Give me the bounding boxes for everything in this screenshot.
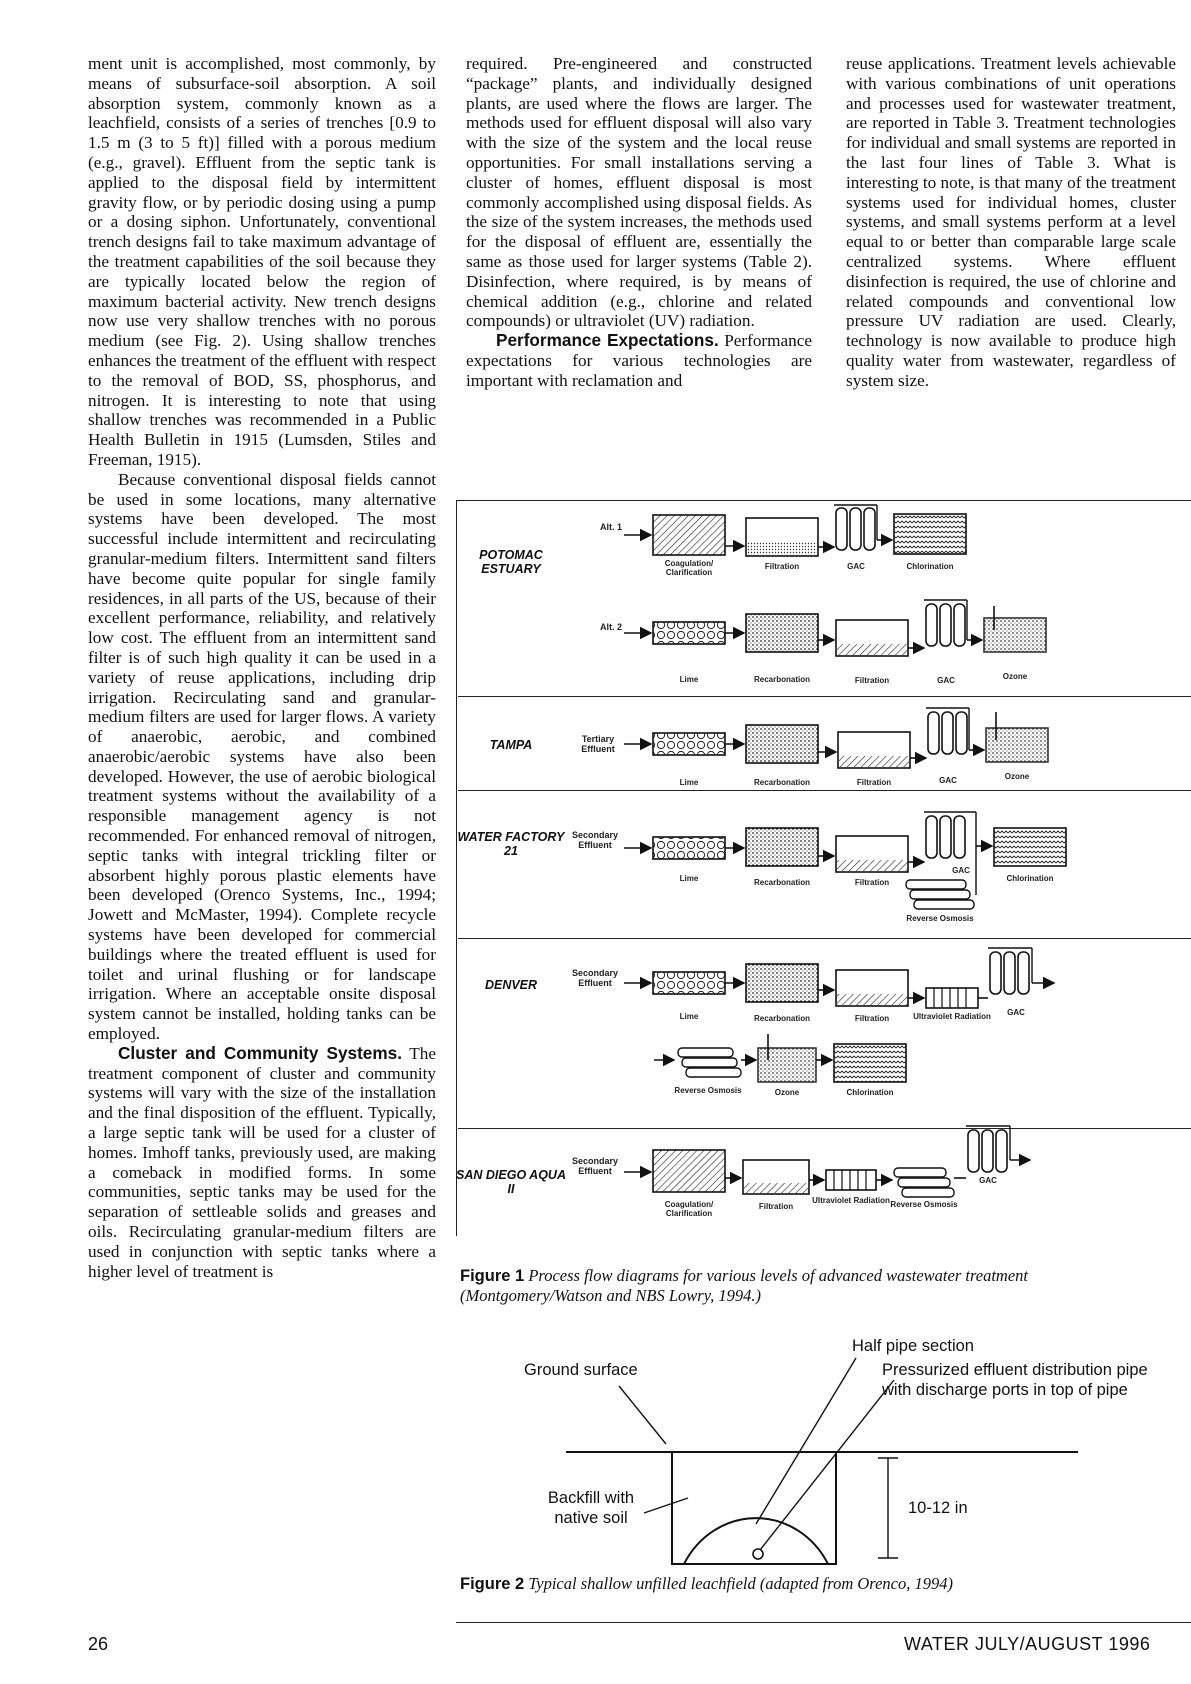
unit-label: Lime <box>679 778 699 787</box>
paragraph <box>88 1044 436 1282</box>
leachfield-diagram <box>456 1318 1191 1578</box>
unit-label: Recarbonation <box>753 778 810 787</box>
water-factory-21-train <box>624 812 1066 909</box>
unit-label: GAC <box>847 562 865 571</box>
figure-label: Figure 2 <box>460 1575 525 1593</box>
unit-label: Chlorination <box>1006 874 1054 883</box>
unit-label: Ozone <box>1004 772 1030 781</box>
text-column-1 <box>88 54 436 1281</box>
plant-name-tampa: TAMPA <box>489 738 533 752</box>
unit-label: Ultraviolet Radiation <box>812 1196 890 1205</box>
label-depth: 10-12 in <box>908 1499 968 1517</box>
label-half-pipe: Half pipe section <box>852 1337 974 1355</box>
unit-label: Ozone <box>774 1088 800 1097</box>
unit-label: GAC <box>979 1176 997 1185</box>
section-heading: Performance Expectations. <box>496 330 719 351</box>
paragraph <box>466 331 812 390</box>
unit-label: Recarbonation <box>753 1014 810 1023</box>
unit-label: Filtration <box>764 562 800 571</box>
unit-label: Ultraviolet Radiation <box>913 1012 991 1021</box>
unit-label: Lime <box>679 675 699 684</box>
plant-name-san-diego: SAN DIEGO AQUA II <box>456 1168 566 1196</box>
potomac-alt1-train <box>624 505 966 556</box>
unit-label: Ozone <box>1002 672 1028 681</box>
unit-label: Lime <box>679 874 699 883</box>
journal-footer: WATER JULY/AUGUST 1996 <box>904 1634 1151 1654</box>
unit-label: Chlorination <box>846 1088 894 1097</box>
unit-label: Recarbonation <box>753 878 810 887</box>
input-label-alt2: Alt. 2 <box>599 622 622 632</box>
unit-label: Reverse Osmosis <box>906 914 974 923</box>
unit-label: GAC <box>952 866 970 875</box>
plant-name-water-factory-21: WATER FACTORY 21 <box>457 830 565 858</box>
unit-label: GAC <box>939 776 957 785</box>
unit-label: Reverse Osmosis <box>890 1200 958 1209</box>
paragraph: ment unit is accomplished, most commonly, by means of subsurface-soil absorption. A soil absorption system, commonly known as a leachfield, consists of a series of trenches [0.9 to 1.5 m (3 to 5 ft)] filled with a porous medium (e.g., gravel). Effluent from the septic tank is applied to the disposal field by intermittent gravity flow, or by periodic dosing using a pump or a dosing siphon. Unfortunately, conventional trench designs fail to take maximum advantage of the treatment capabilities of the soil because they are typically located below the region of maximum bacterial activity. New trench designs now use very shallow trenches with no porous medium (see Fig. 2). Using shallow trenches enhances the treatment of the effluent with respect to the removal of BOD, SS, phosphorus, and nitrogen. It is interesting to note that using shallow trenches was recommended in a Public Health Bulletin in 1915 (Lumsden, Stiles and Freeman, 1915). <box>88 54 436 469</box>
caption-text: Process flow diagrams for various levels of advanced wastewater treatment (Montgomery/Watson and NBS Lowry, 1994.) <box>460 1266 1028 1305</box>
paragraph: Because conventional disposal fields cannot be used in some locations, many alternative systems have been developed. The most successful include intermittent and recirculating granular-medium filters. Intermittent sand filters have become quite popular for single family residences, in all parts of the US, because of their excellent performance, reliability, and relatively low cost. The effluent from an intermittent sand filter is of such high quality it can be used in a variety of reuse applications, including drip irrigation. Recirculating sand and granular-medium filters are used for larger flows. A variety of anaerobic, aerobic, and combined anaerobic/aerobic systems have also been developed. However, the use of aerobic biological treatment systems without the availability of a responsible management agency is not recommended. For enhanced removal of nitrogen, septic tanks with integral trickling filter or absorbent highly porous plastic elements have been developed (Orenco Systems, Inc., 1994; Jowett and McMaster, 1994). Complete recycle systems have been developed for commercial buildings where the treated effluent is used for toilet and urinal flushing or for landscape irrigation. Where an acceptable onsite disposal system cannot be installed, holding tanks can be employed. <box>88 469 436 1044</box>
text-column-3 <box>846 54 1176 391</box>
label-backfill: Backfill with native soil <box>547 1489 635 1527</box>
input-label-secondary: Secondary Effluent <box>571 830 619 850</box>
unit-label: Filtration <box>854 1014 890 1023</box>
unit-label: Reverse Osmosis <box>674 1086 742 1095</box>
paragraph-text: The treatment component of cluster and community systems will vary with the size of the installation and the final disposition of the effluent. Typically, a large septic tank will be used for a cluster of homes. Imhoff tanks, previously used, are making a comeback in modified forms. In some communities, septic tanks may be used for the separation of settleable solids and greases and oils. Recirculating granular-medium filters are used in conjunction with septic tanks where a higher level of treatment is <box>88 1043 436 1281</box>
unit-label: Filtration <box>856 778 892 787</box>
page-number: 26 <box>88 1634 109 1654</box>
unit-label: Lime <box>679 1012 699 1021</box>
unit-label: Filtration <box>758 1202 794 1211</box>
input-label-alt1: Alt. 1 <box>599 522 622 532</box>
unit-label: GAC <box>1007 1008 1025 1017</box>
plant-name-denver: DENVER <box>484 978 538 992</box>
flow-diagram-graphics <box>456 500 1191 1235</box>
paragraph-text: Performance expectations for various technologies are important with reclamation and <box>466 331 812 390</box>
figure-2-caption <box>460 1574 1160 1594</box>
paragraph: required. Pre-engineered and constructed “package” plants, and individually designed plants, are used where the flows are larger. The methods used for effluent disposal will also vary with the size of the system and the local reuse opportunities. For small installations serving a cluster of homes, effluent disposal is most commonly accomplished using disposal fields. As the size of the system increases, the methods used for the disposal of effluent are, essentially the same as those used for larger systems (Table 2). Disinfection, where required, is by means of chemical addition (e.g., chlorine and related compounds) or ultraviolet (UV) radiation. <box>466 54 812 331</box>
unit-label: GAC <box>937 676 955 685</box>
text-column-2 <box>466 54 812 391</box>
label-ground-surface: Ground surface <box>524 1361 638 1379</box>
plant-name-potomac: POTOMAC ESTUARY <box>479 548 543 576</box>
tampa-train <box>624 708 1048 768</box>
figure-2-leachfield <box>456 1318 1191 1618</box>
figure-1-caption <box>460 1266 1160 1306</box>
potomac-alt2-train <box>624 600 1046 656</box>
section-heading: Cluster and Community Systems. <box>118 1042 402 1063</box>
figure-1-process-flow <box>456 500 1191 1280</box>
unit-label: Chlorination <box>906 562 954 571</box>
unit-label: Coagulation/ Clarification <box>664 559 714 577</box>
footer-rule <box>456 1622 1191 1623</box>
unit-label: Recarbonation <box>753 675 810 684</box>
paragraph: reuse applications. Treatment levels achievable with various combinations of unit operations and processes used for wastewater treatment, are reported in Table 3. Treatment technologies for individual and small systems are reported in the last four lines of Table 3. What is interesting to note, is that many of the treatment systems used for individual homes, cluster systems, and small systems perform at a level equal to or better than comparable large scale centralized systems. Where effluent disinfection is required, the use of chlorine and related compounds and conventional low pressure UV radiation are used. Clearly, technology is now available to produce high quality water from wastewater, regardless of system size. <box>846 54 1176 390</box>
label-pressurized-pipe: Pressurized effluent distribution pipe with discharge ports in top of pipe <box>882 1361 1148 1399</box>
figure-label: Figure 1 <box>460 1267 525 1285</box>
san-diego-train <box>624 1126 1030 1197</box>
unit-label: Filtration <box>854 878 890 887</box>
input-label-secondary: Secondary Effluent <box>571 1156 619 1176</box>
input-label-secondary: Secondary Effluent <box>571 968 619 988</box>
caption-text: Typical shallow unfilled leachfield (adapted from Orenco, 1994) <box>528 1574 953 1593</box>
unit-label: Coagulation/ Clarification <box>664 1200 714 1218</box>
unit-label: Filtration <box>854 676 890 685</box>
input-label-tertiary: Tertiary Effluent <box>581 734 615 754</box>
